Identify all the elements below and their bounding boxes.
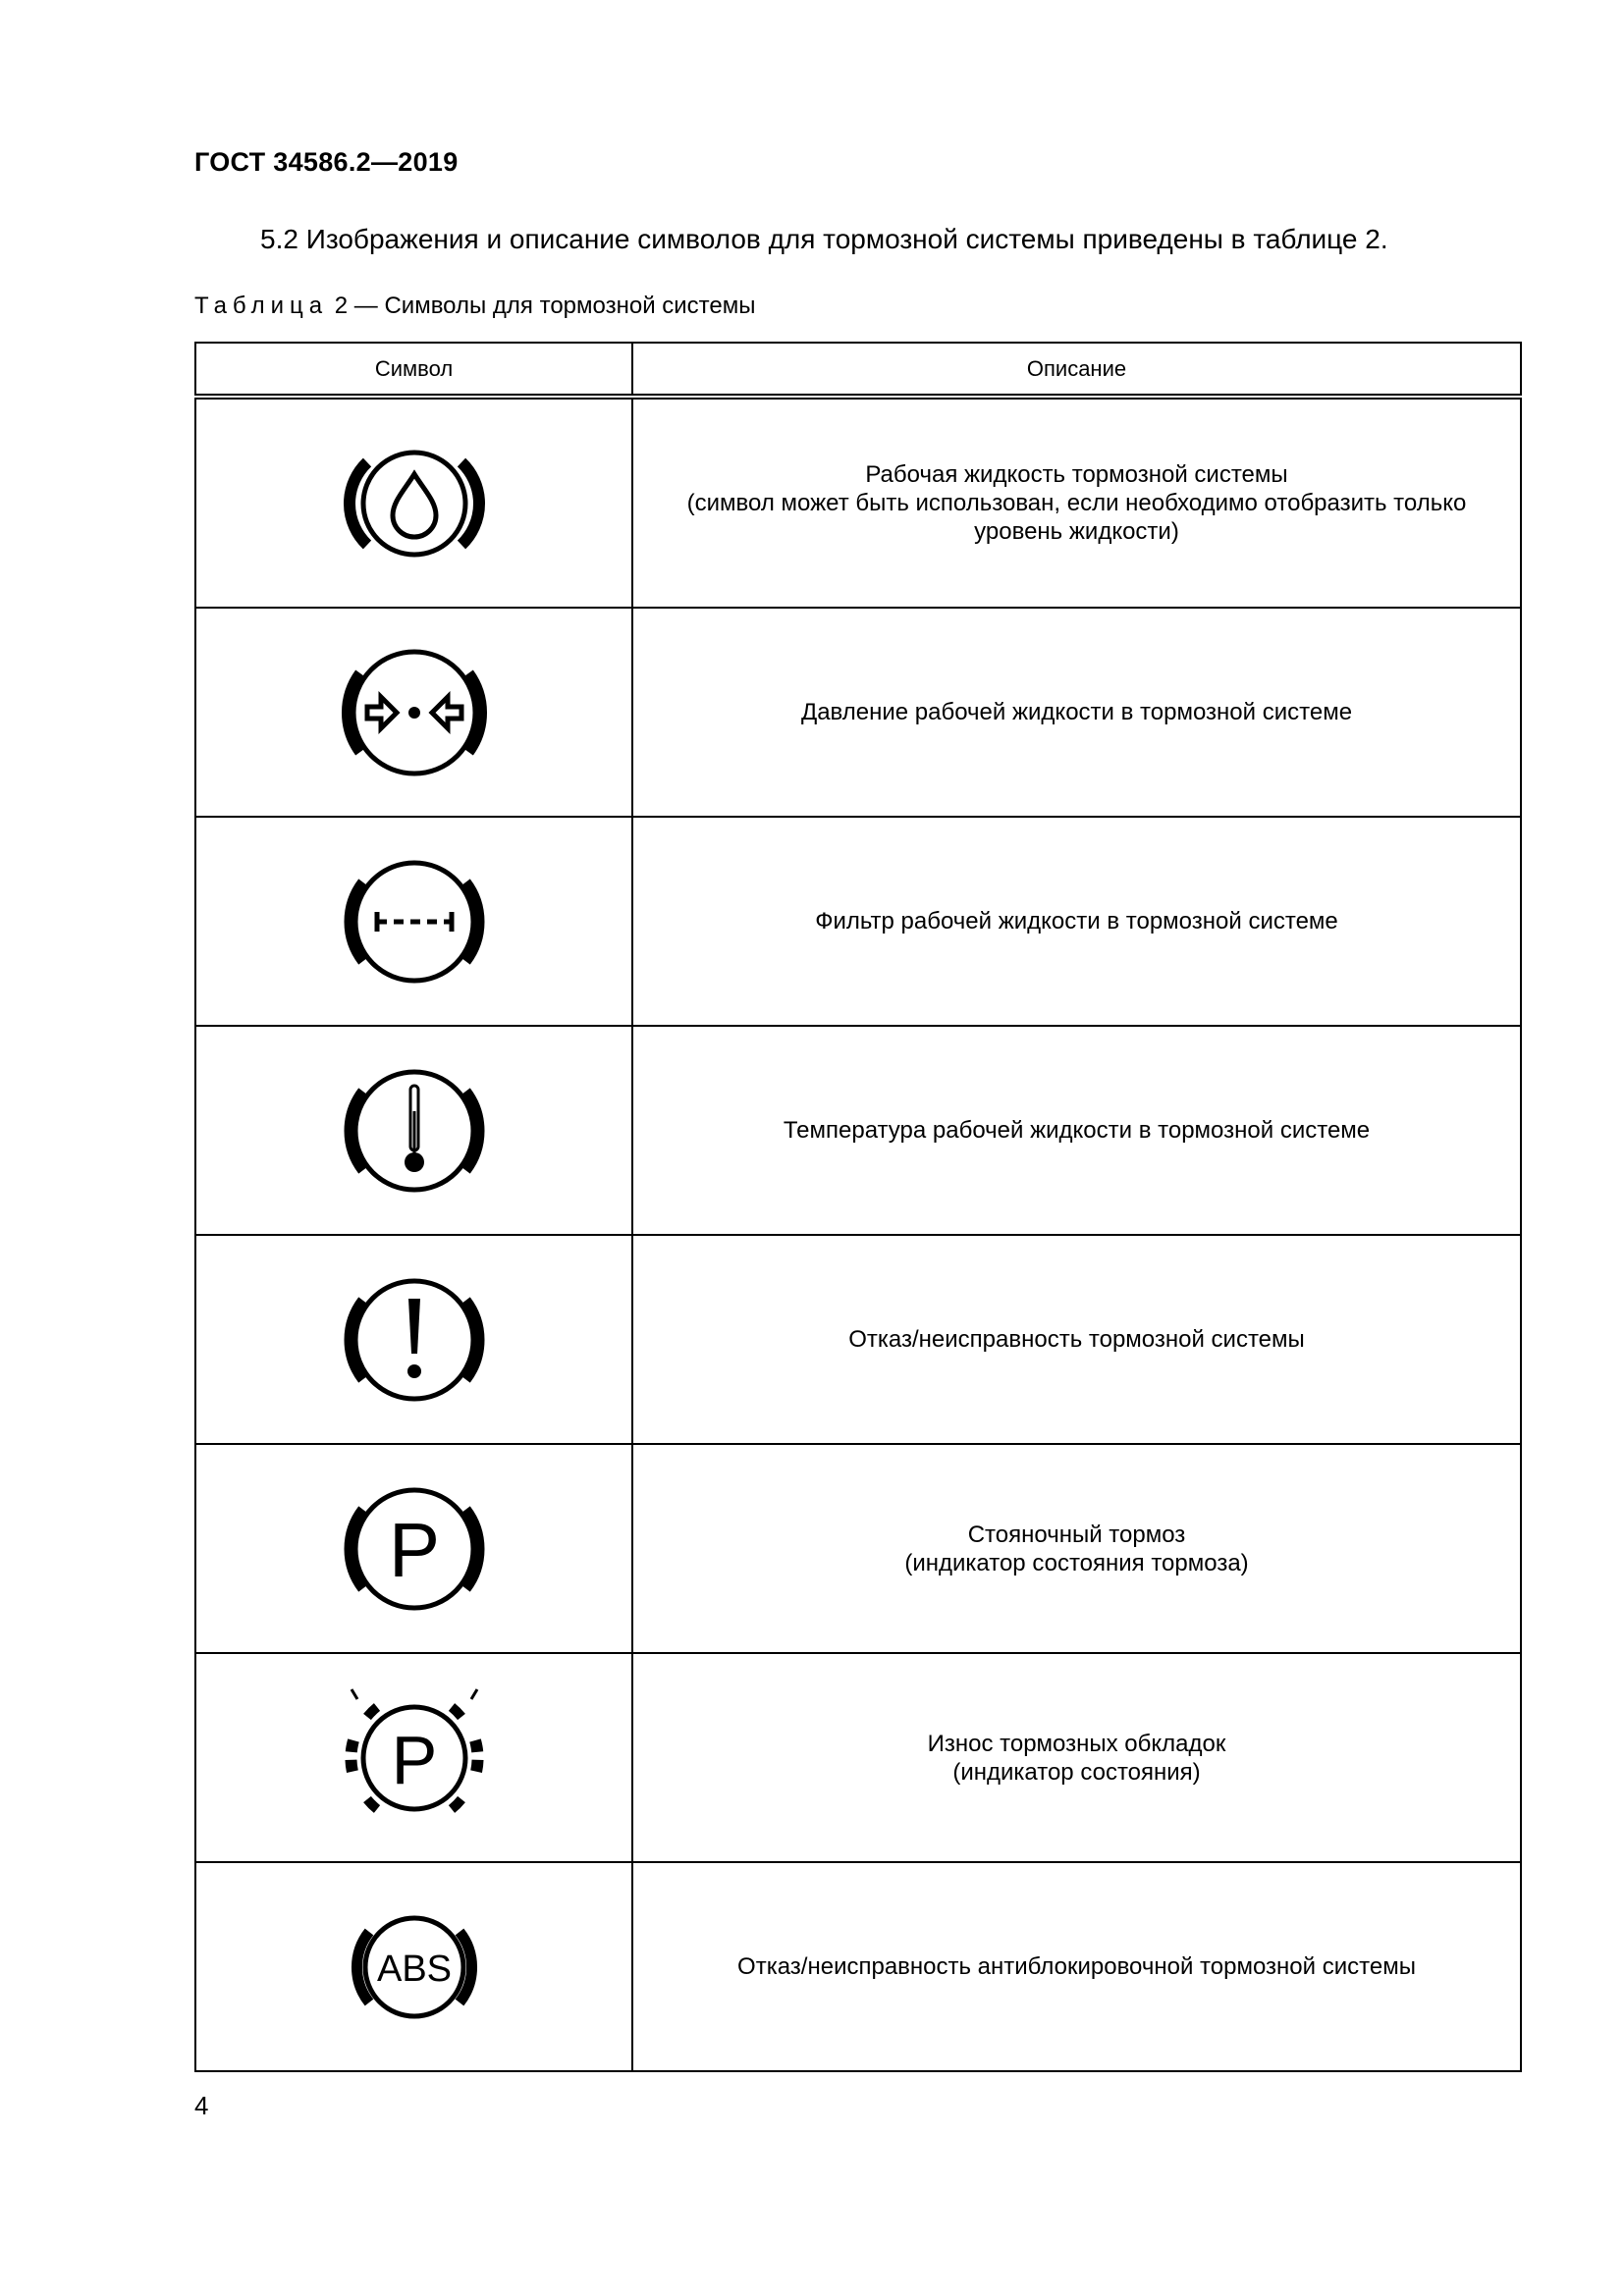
description-line: Отказ/неисправность тормозной системы: [848, 1326, 1305, 1353]
brake-fluid-pressure-icon: [316, 639, 513, 786]
table-caption: [194, 293, 756, 320]
symbols-table: [194, 342, 1522, 2072]
abs-failure-icon: [326, 1894, 503, 2041]
description-line: Отказ/неисправность антиблокировочной тормозной системы: [737, 1953, 1416, 1980]
symbol-cell: [195, 1862, 632, 2071]
brake-fluid-level-icon: [326, 430, 503, 577]
description-line: Износ тормозных обкладок: [927, 1730, 1226, 1757]
brake-fluid-filter-icon: [321, 848, 508, 995]
description-line: (символ может быть использован, если необходимо отобразить только: [686, 490, 1467, 516]
description-line: уровень жидкости): [974, 518, 1179, 545]
table-row: [195, 397, 1521, 608]
table-caption-title: 2 — Символы для тормозной системы: [334, 293, 756, 319]
description-column-header: Описание: [632, 343, 1521, 397]
page-number: 4: [194, 2091, 209, 2120]
symbol-column-header: Символ: [195, 343, 632, 397]
description-cell: [632, 1235, 1521, 1444]
symbol-cell: [195, 608, 632, 817]
table-row: [195, 1862, 1521, 2071]
symbol-cell: [195, 1026, 632, 1235]
intro-paragraph: 5.2 Изображения и описание символов для тормозной системы приведены в таблице 2.: [260, 224, 1388, 254]
symbol-cell: [195, 397, 632, 608]
description-cell: [632, 817, 1521, 1026]
description-line: (индикатор состояния тормоза): [904, 1549, 1249, 1576]
description-line: Рабочая жидкость тормозной системы: [865, 461, 1288, 488]
description-line: Стояночный тормоз: [967, 1521, 1186, 1548]
symbol-cell: [195, 1444, 632, 1653]
description-cell: [632, 608, 1521, 817]
brake-failure-icon: [321, 1266, 508, 1414]
description-line: Давление рабочей жидкости в тормозной системе: [800, 699, 1353, 725]
description-line: Фильтр рабочей жидкости в тормозной системе: [815, 908, 1338, 934]
abs-letters: ABS: [376, 1948, 452, 1990]
parking-brake-icon: [321, 1475, 508, 1623]
symbol-cell: [195, 817, 632, 1026]
table-row: [195, 1653, 1521, 1862]
symbol-cell: [195, 1653, 632, 1862]
description-cell: [632, 1444, 1521, 1653]
description-cell: [632, 1653, 1521, 1862]
table-row: [195, 1444, 1521, 1653]
description-line: Температура рабочей жидкости в тормозной системе: [783, 1117, 1371, 1144]
description-cell: [632, 1026, 1521, 1235]
description-cell: [632, 397, 1521, 608]
description-line: (индикатор состояния): [952, 1758, 1201, 1786]
lining-letter: P: [391, 1721, 437, 1798]
brake-fluid-temperature-icon: [321, 1057, 508, 1204]
table-row: [195, 1235, 1521, 1444]
table-row: [195, 608, 1521, 817]
symbol-cell: [195, 1235, 632, 1444]
table-row: [195, 1026, 1521, 1235]
table-row: [195, 817, 1521, 1026]
document-code: ГОСТ 34586.2—2019: [194, 147, 459, 177]
description-cell: [632, 1862, 1521, 2071]
table-caption-word: Таблица: [194, 293, 329, 319]
parking-letter: P: [388, 1506, 440, 1593]
table-header-row: [195, 343, 1521, 397]
brake-lining-wear-icon: [321, 1684, 508, 1832]
